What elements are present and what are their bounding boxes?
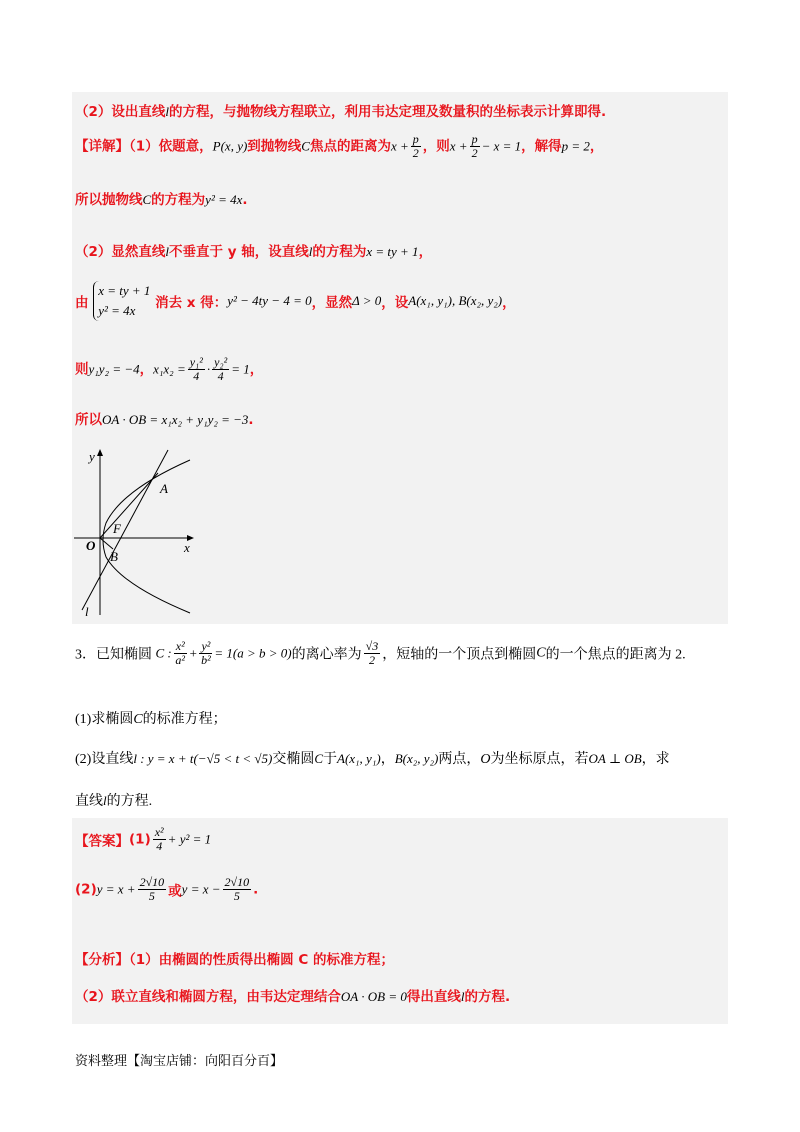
y-label: y [89, 449, 95, 464]
parabola-curve [103, 460, 190, 613]
line-l-label: l [85, 604, 89, 619]
point-A-label: A [160, 481, 168, 496]
point-B-label: B [110, 549, 118, 564]
detail-tag: 【详解】 [75, 138, 129, 155]
answer-part2: (2)y = x + $\frac{2√10}{5}$ 或y = x − $\frac{2√10}{5}$ . [75, 875, 259, 903]
dot-product-line: 所以OA · OB = x₁x₂ + y₁y₂ = −3. [75, 412, 254, 428]
detail-part1: 【详解】（1）依题意，P(x, y)到抛物线C焦点的距离为x + $\frac{p}{2}$ ，则x + $\frac{p}{2}$ − x = 1，解得p = 2， [75, 132, 604, 160]
segment-OA [100, 473, 158, 538]
question-3-part2-cont: 直线l的方程. [75, 793, 153, 809]
parabola-equation-line: 所以抛物线C的方程为y² = 4x. [75, 192, 248, 208]
parabola-figure [72, 445, 202, 620]
analysis-tag: 【分析】 [75, 952, 129, 968]
system-solve-line: 由 x = ty + 1 y² = 4x 消去 x 得：y² − 4ty − 4 = 0，显然Δ > 0，设A(x₁, y₁), B(x₂, y₂)， [75, 281, 516, 321]
equation-system: x = ty + 1 y² = 4x [93, 281, 150, 321]
y-axis-arrow [97, 449, 103, 456]
answer-tag: 【答案】 [75, 833, 129, 850]
answer-part1: 【答案】(1) $\frac{\text{x²}}{4}$ + y² = 1 [75, 825, 212, 853]
x-label: x [184, 540, 190, 555]
question-3-stem: 3．已知椭圆 C : $\frac{\text{x²}}{\text{a²}}$ + $\frac{\text{y²}}{\text{b²}}$ = 1(a > b > 0)的离心率为 $\frac{√3}{2}$ ，短轴的一个顶点到椭圆C的一个焦点的距离为 2. [75, 639, 686, 667]
question-3-part2: (2)设直线l : y = x + t(−√5 < t < √5)交椭圆C于A(x₁, y₁)，B(x₂, y₂)两点，O为坐标原点，若OA ⊥ OB，求 [75, 751, 670, 767]
analysis-part2-q3: （2）联立直线和椭圆方程，由韦达定理结合OA · OB = 0得出直线l的方程. [75, 989, 511, 1005]
question-3-part1: (1)求椭圆C的标准方程； [75, 712, 227, 727]
focus-F-label: F [113, 521, 121, 536]
analysis-part2: （2）设出直线l的方程，与抛物线方程联立，利用韦达定理及数量积的坐标表示计算即得. [75, 104, 607, 120]
vieta-line: 则y₁y₂ = −4，x₁x₂ = $\frac{\text{y₁²}}{4}$ · $\frac{\text{y₂²}}{4}$ = 1， [75, 355, 264, 383]
segment-OB [100, 538, 113, 549]
detail-part2: （2）显然直线l不垂直于 y 轴，设直线l的方程为x = ty + 1， [75, 244, 433, 260]
page-footer: 资料整理【淘宝店铺：向阳百分百】 [75, 1054, 284, 1069]
line-l [82, 450, 168, 610]
analysis-part1: 【分析】（1）由椭圆的性质得出椭圆 C 的标准方程； [75, 952, 394, 968]
origin-label: O [86, 538, 96, 553]
